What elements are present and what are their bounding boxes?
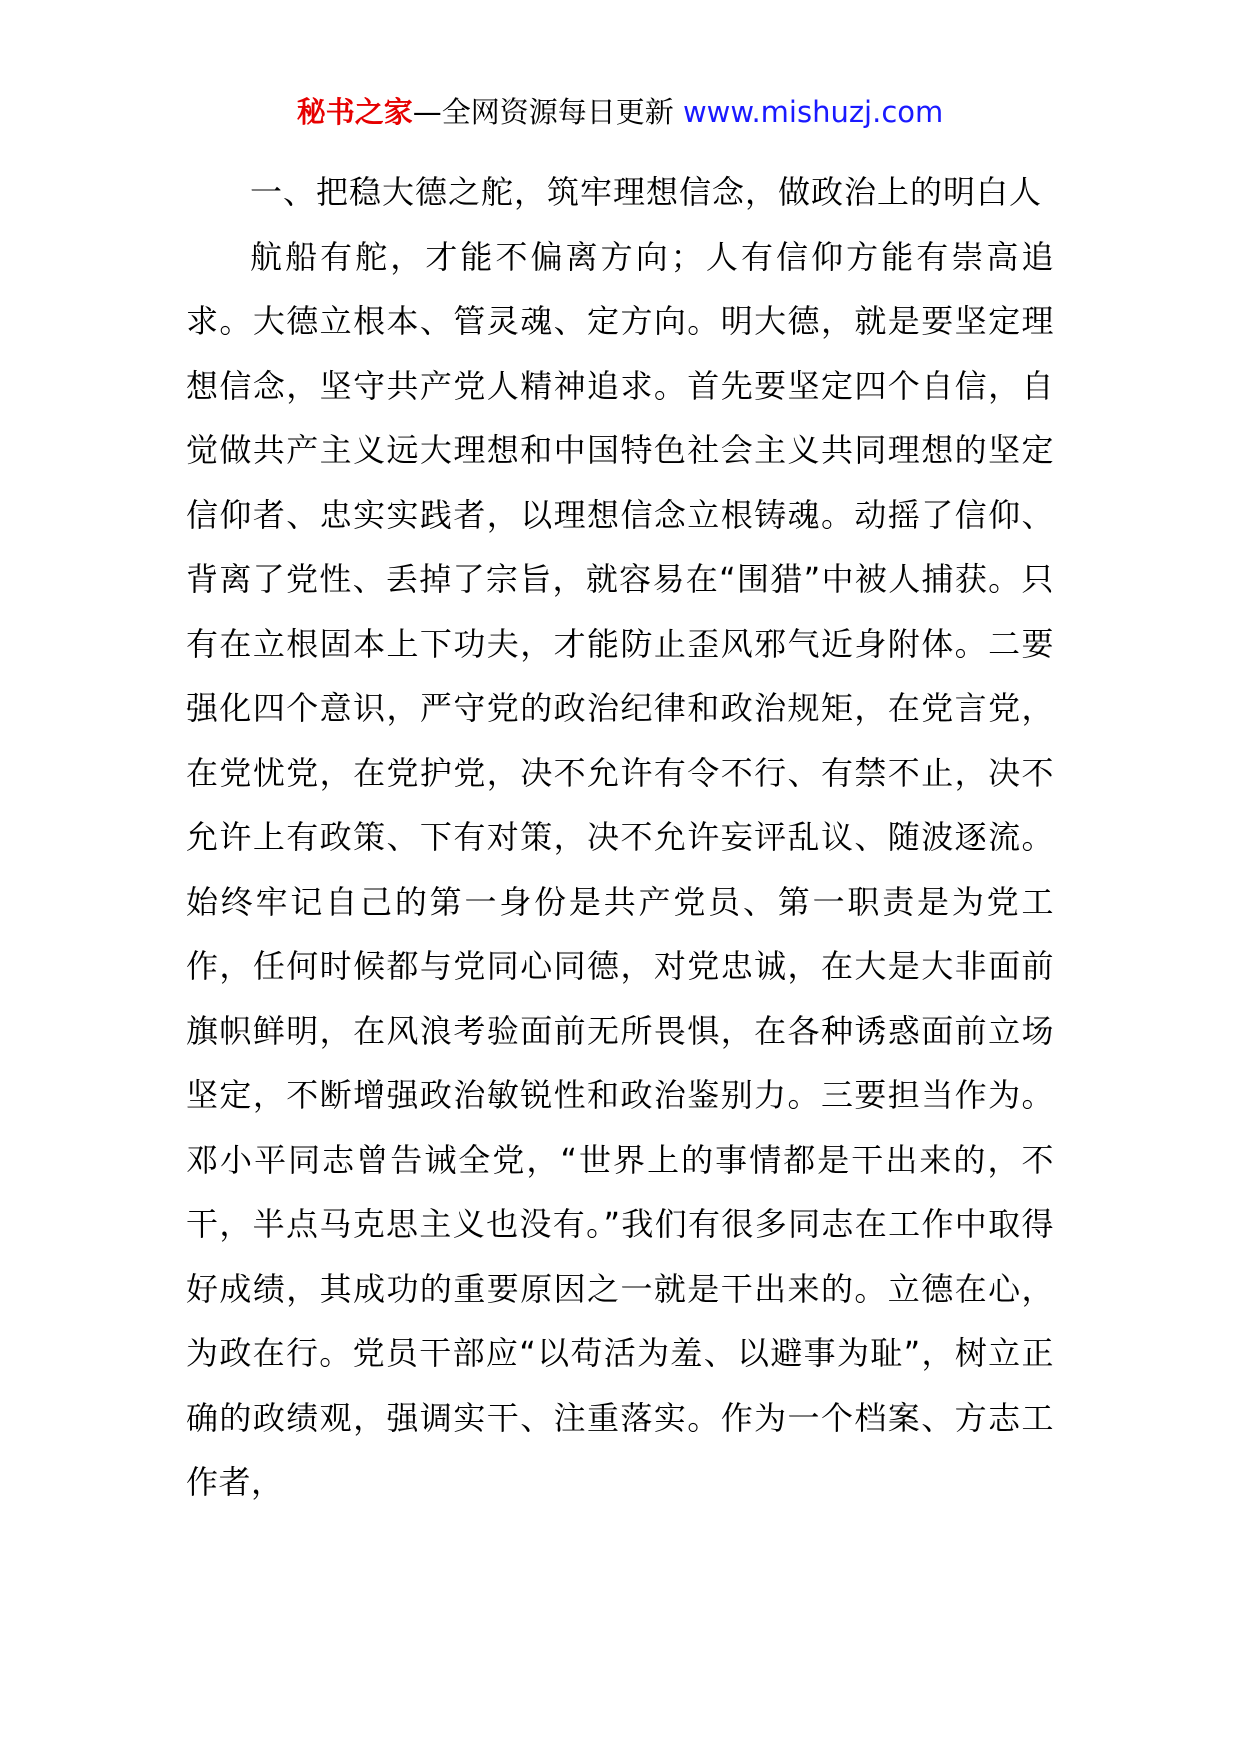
site-tagline: —全网资源每日更新 [412, 95, 674, 129]
document-body [186, 160, 1054, 1515]
site-url-link[interactable]: www.mishuzj.com [682, 95, 944, 129]
site-brand: 秘书之家 [296, 95, 413, 129]
site-header [0, 92, 1240, 132]
section-heading: 一、把稳大德之舵，筑牢理想信念，做政治上的明白人 [250, 173, 1043, 211]
body-paragraph: 航船有舵，才能不偏离方向；人有信仰方能有崇高追求。大德立根本、管灵魂、定方向。明大德，就是要坚定理想信念，坚守共产党人精神追求。首先要坚定四个自信，自觉做共产主义远大理想和中国特色社会主义共同理想的坚定信仰者、忠实实践者，以理想信念立根铸魂。动摇了信仰、背离了党性、丢掉了宗旨，就容易在“围猎”中被人捕获。只有在立根固本上下功夫，才能防止歪风邪气近身附体。二要强化四个意识，严守党的政治纪律和政治规矩，在党言党，在党忧党，在党护党，决不允许有令不行、有禁不止，决不允许上有政策、下有对策，决不允许妄评乱议、随波逐流。始终牢记自己的第一身份是共产党员、第一职责是为党工作，任何时候都与党同心同德，对党忠诚，在大是大非面前旗帜鲜明，在风浪考验面前无所畏惧，在各种诱惑面前立场坚定，不断增强政治敏锐性和政治鉴别力。三要担当作为。邓小平同志曾告诫全党，“世界上的事情都是干出来的，不干，半点马克思主义也没有。”我们有很多同志在工作中取得好成绩，其成功的重要原因之一就是干出来的。立德在心，为政在行。党员干部应“以苟活为羞、以避事为耻”，树立正确的政绩观，强调实干、注重落实。作为一个档案、方志工作者， [186, 237, 1054, 1501]
